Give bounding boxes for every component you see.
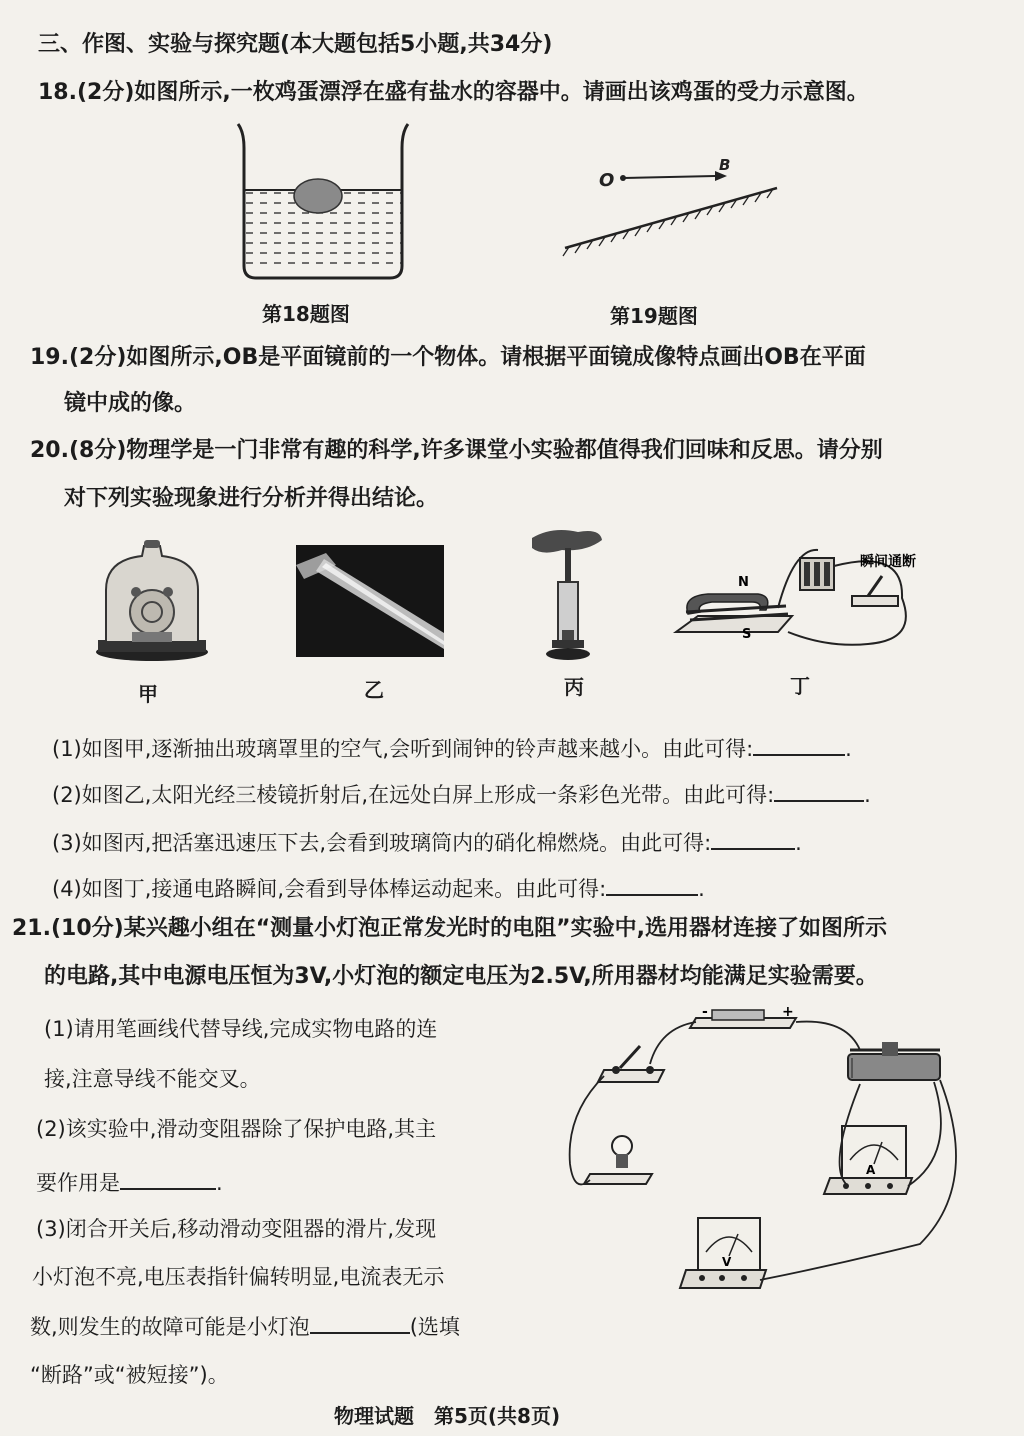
q20-sub4-text: (4)如图丁,接通电路瞬间,会看到导体棒运动起来。由此可得: bbox=[52, 877, 607, 901]
q21-line1: 21.(10分)某兴趣小组在“测量小灯泡正常发光时的电阻”实验中,选用器材连接了如图所示 bbox=[12, 916, 887, 941]
rheostat bbox=[848, 1054, 940, 1080]
q21-s3d: “断路”或“被短接”)。 bbox=[30, 1363, 229, 1387]
fig-yi-label: 乙 bbox=[364, 678, 384, 702]
ding-s-label: S bbox=[742, 627, 752, 642]
q19-caption: 第19题图 bbox=[610, 304, 698, 328]
q21-circuit-figure bbox=[560, 1004, 990, 1304]
ammeter-label: A bbox=[866, 1163, 876, 1177]
q18-beaker-figure bbox=[230, 118, 420, 288]
label-o: O bbox=[599, 170, 615, 191]
switch-base bbox=[852, 596, 898, 606]
fig-yi-prism-photo bbox=[296, 545, 444, 657]
q20-sub1: (1)如图甲,逐渐抽出玻璃罩里的空气,会听到闹钟的铃声越来越小。由此可得: . bbox=[52, 732, 852, 764]
fig-ding-circuit bbox=[668, 540, 948, 665]
q19-line1: 19.(2分)如图所示,OB是平面镜前的一个物体。请根据平面镜成像特点画出OB在平面 bbox=[30, 345, 866, 370]
q21-s3c-text: 数,则发生的故障可能是小灯泡 bbox=[30, 1315, 310, 1339]
q20-sub1-text: (1)如图甲,逐渐抽出玻璃罩里的空气,会听到闹钟的铃声越来越小。由此可得: bbox=[52, 737, 754, 761]
q21-s2: 要作用是 . bbox=[36, 1166, 223, 1198]
ding-switch-label: 瞬间通断 bbox=[860, 554, 916, 570]
q20-line2: 对下列实验现象进行分析并得出结论。 bbox=[64, 486, 439, 511]
page-footer: 物理试题 第5页(共8页) bbox=[334, 1404, 561, 1428]
lamp-bulb bbox=[612, 1136, 632, 1156]
ding-n-label: N bbox=[738, 575, 749, 590]
switch bbox=[598, 1070, 664, 1082]
q18-caption: 第18题图 bbox=[262, 302, 350, 326]
q20-sub2-text: (2)如图乙,太阳光经三棱镜折射后,在远处白屏上形成一条彩色光带。由此可得: bbox=[52, 783, 775, 807]
fig-bing-syringe bbox=[522, 522, 612, 662]
q19-line2: 镜中成的像。 bbox=[64, 391, 197, 416]
battery-plus: + bbox=[782, 1004, 794, 1020]
q21-line2: 的电路,其中电源电压恒为3V,小灯泡的额定电压为2.5V,所用器材均能满足实验需要。 bbox=[44, 964, 878, 989]
fig-jia-label: 甲 bbox=[138, 682, 158, 706]
fig-bing-label: 丙 bbox=[564, 675, 584, 699]
fig-jia-bell-jar bbox=[92, 540, 212, 665]
q20-sub3: (3)如图丙,把活塞迅速压下去,会看到玻璃筒内的硝化棉燃烧。由此可得: . bbox=[52, 826, 802, 858]
q20-sub2-blank[interactable] bbox=[774, 778, 864, 802]
q21-s3a: (3)闭合开关后,移动滑动变阻器的滑片,发现 bbox=[36, 1217, 437, 1241]
voltmeter-label: V bbox=[722, 1255, 732, 1269]
q21-s3-blank[interactable] bbox=[310, 1310, 410, 1334]
q20-sub3-text: (3)如图丙,把活塞迅速压下去,会看到玻璃筒内的硝化棉燃烧。由此可得: bbox=[52, 831, 712, 855]
q21-s3b: 小灯泡不亮,电压表指针偏转明显,电流表无示 bbox=[32, 1265, 445, 1289]
fig-ding-label: 丁 bbox=[790, 674, 810, 698]
q21-s2b-text: 要作用是 bbox=[36, 1171, 120, 1195]
q21-s3c-tail: (选填 bbox=[409, 1315, 460, 1339]
battery-minus: - bbox=[702, 1004, 708, 1020]
egg-shape bbox=[294, 179, 342, 213]
q21-s2a: (2)该实验中,滑动变阻器除了保护电路,其主 bbox=[36, 1117, 437, 1141]
q21-s1b: 接,注意导线不能交叉。 bbox=[44, 1067, 261, 1091]
q21-s1a: (1)请用笔画线代替导线,完成实物电路的连 bbox=[44, 1017, 438, 1041]
lamp-holder bbox=[584, 1174, 652, 1184]
section-title: 三、作图、实验与探究题(本大题包括5小题,共34分) bbox=[38, 32, 553, 57]
q20-sub3-blank[interactable] bbox=[711, 826, 795, 850]
q20-sub2: (2)如图乙,太阳光经三棱镜折射后,在远处白屏上形成一条彩色光带。由此可得: . bbox=[52, 778, 871, 810]
q20-line1: 20.(8分)物理学是一门非常有趣的科学,许多课堂小实验都值得我们回味和反思。请分别 bbox=[30, 438, 883, 463]
q20-sub1-blank[interactable] bbox=[753, 732, 845, 756]
q19-mirror-figure bbox=[555, 150, 785, 260]
q18-text: 18.(2分)如图所示,一枚鸡蛋漂浮在盛有盐水的容器中。请画出该鸡蛋的受力示意图。 bbox=[38, 80, 869, 105]
q21-s2-blank[interactable] bbox=[120, 1166, 216, 1190]
label-b: B bbox=[719, 156, 731, 174]
q20-sub4-blank[interactable] bbox=[606, 872, 698, 896]
q21-s3c bbox=[30, 1310, 460, 1342]
q20-sub4: (4)如图丁,接通电路瞬间,会看到导体棒运动起来。由此可得: . bbox=[52, 872, 705, 904]
